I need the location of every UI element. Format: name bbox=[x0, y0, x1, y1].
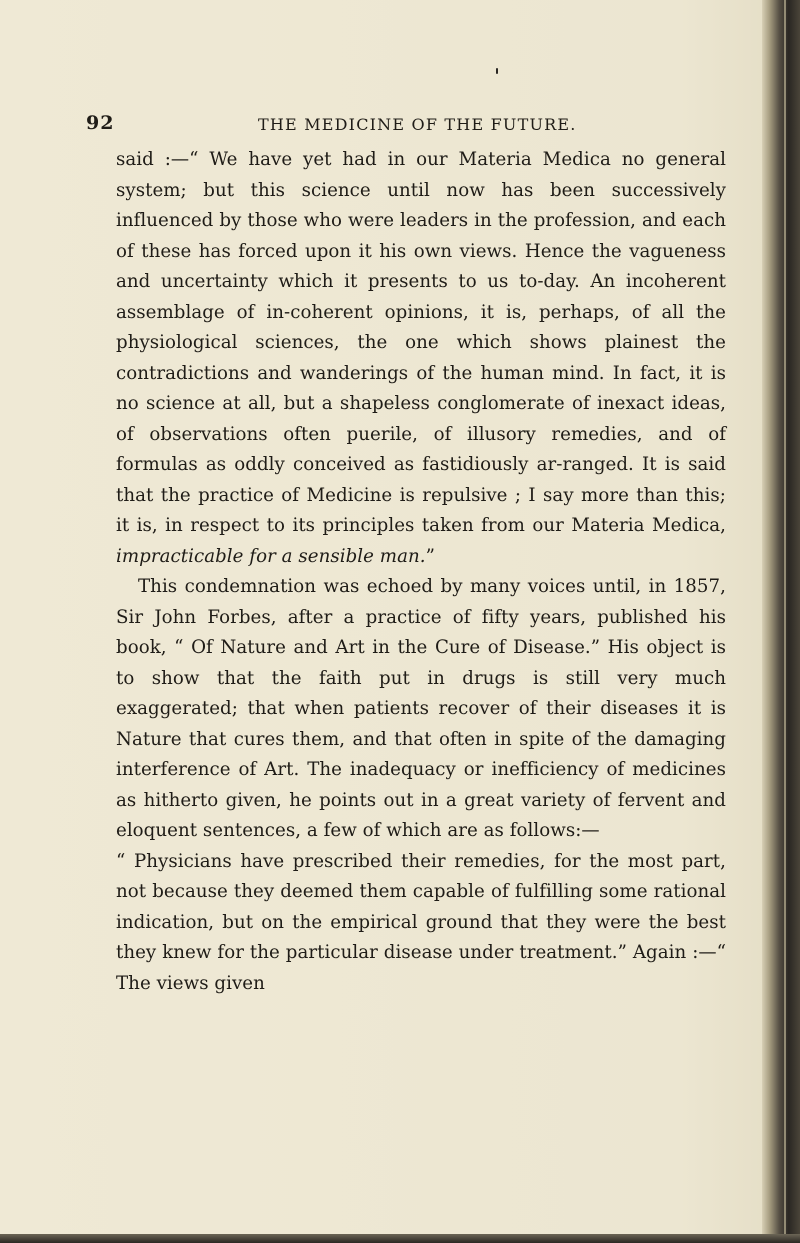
page-binding-line bbox=[784, 0, 786, 1243]
body-text bbox=[116, 145, 726, 999]
paragraph-forbes: This condemnation was echoed by many voices until, in 1857, Sir John Forbes, after a practice of fifty years, published his book, “ Of Nature and Art in the Cure of Disease.” His object is to show that the faith put in drugs is still very much exaggerated; that when patients recover of their diseases it is Nature that cures them, and that often in spite of the damaging interference of Art. The inadequacy or inefficiency of medicines as hitherto given, he points out in a great variety of fervent and eloquent sentences, a few of which are as follows:— bbox=[116, 576, 726, 841]
paragraph-1-italic: impracticable for a sensible man. bbox=[116, 545, 426, 567]
page-binding-edge bbox=[762, 0, 800, 1243]
page-number: 92 bbox=[86, 112, 115, 134]
paragraph-physicians-quote: “ Physicians have prescribed their remedies, for the most part, not because they deemed them capable of fulfilling some rational indication, but on the empirical ground that they were the best they knew for the particular disease under treatment.” Again :—“ The views given bbox=[116, 850, 726, 994]
page-header bbox=[86, 112, 726, 136]
paragraph-1-end: ” bbox=[425, 545, 435, 567]
page-bottom-edge bbox=[0, 1234, 800, 1243]
paragraph-1-text: said :—“ We have yet had in our Materia Medica no general system; but this science until now has been successively influenced by those who were leaders in the profession, and each of these has forced upon it his own views. Hence the vagueness and uncertainty which it presents to us to-day. An incoherent assemblage of in-coherent opinions, it is, perhaps, of all the physiological sciences, the one which shows plainest the contradictions and wanderings of the human mind. In fact, it is no science at all, but a shapeless conglomerate of inexact ideas, of observations often puerile, of illusory remedies, and of formulas as oddly conceived as fastidiously ar-ranged. It is said that the practice of Medicine is repulsive ; I say more than this; it is, in respect to its principles taken from our Materia Medica, bbox=[116, 149, 726, 536]
paragraph-quote-materia-medica bbox=[116, 145, 726, 572]
ink-mark bbox=[496, 68, 498, 74]
running-title: THE MEDICINE OF THE FUTURE. bbox=[258, 115, 577, 134]
